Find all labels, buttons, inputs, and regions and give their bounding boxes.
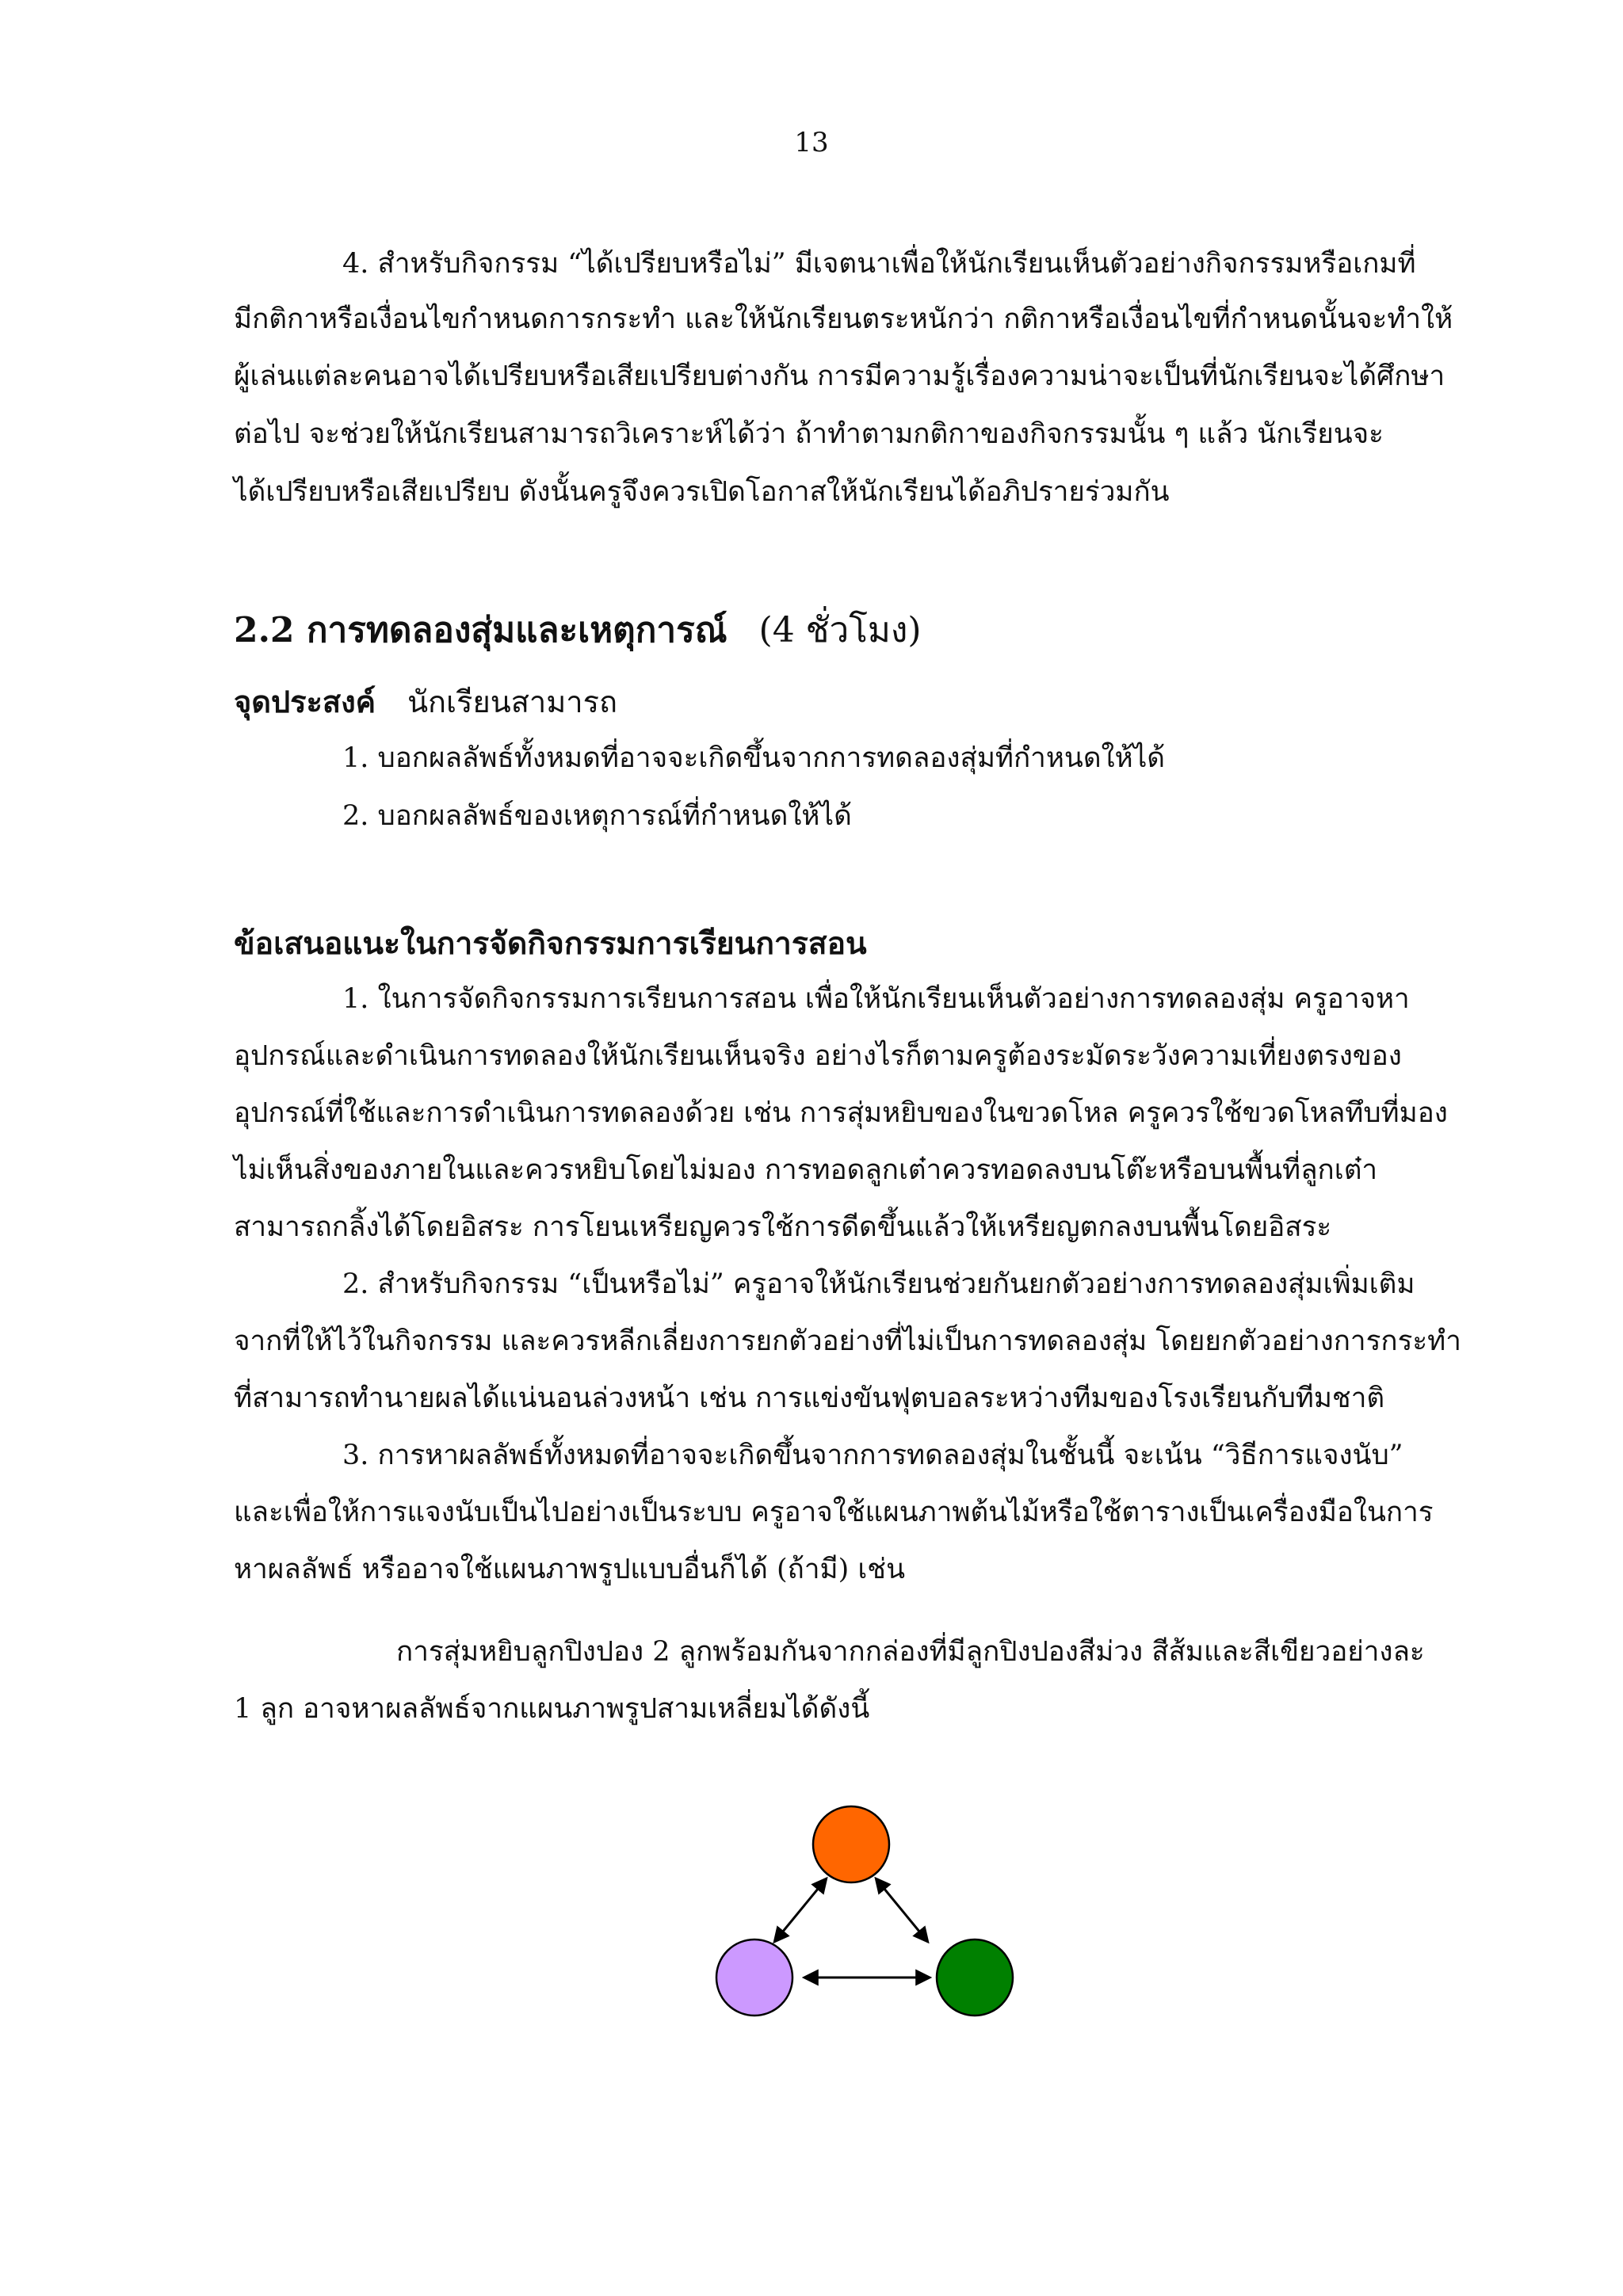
arrow-top-right (876, 1879, 927, 1941)
section-title (234, 602, 922, 658)
note4-line-2: มีกติกาหรือเงื่อนไขกำหนดการกระทำ และให้นักเรียนตระหนักว่า กติกาหรือเงื่อนไขที่กำหนดนั้นจะทำให้ (234, 303, 1453, 335)
suggestion-line-12: การสุ่มหยิบลูกปิงปอง 2 ลูกพร้อมกันจากกล่องที่มีลูกปิงปองสีม่วง สีส้มและสีเขียวอย่างละ (396, 1636, 1425, 1668)
purple-ball (716, 1939, 792, 2016)
note4-line-3: ผู้เล่นแต่ละคนอาจได้เปรียบหรือเสียเปรียบต่างกัน การมีความรู้เรื่องความน่าจะเป็นที่นักเรียนจะได้ศึกษา (234, 360, 1445, 392)
arrow-top-left (775, 1879, 826, 1941)
suggestion-line-13: 1 ลูก อาจหาผลลัพธ์จากแผนภาพรูปสามเหลี่ยมได้ดังนี้ (234, 1693, 870, 1725)
suggestion-line-8: ที่สามารถทำนายผลได้แน่นอนล่วงหน้า เช่น การแข่งขันฟุตบอลระหว่างทีมของโรงเรียนกับทีมชาติ (234, 1383, 1385, 1414)
triangle-diagram (713, 1783, 1030, 2036)
section-hours: (4 ชั่วโมง) (758, 610, 922, 650)
suggestion-line-11: หาผลลัพธ์ หรืออาจใช้แผนภาพรูปแบบอื่นก็ได้ (ถ้ามี) เช่น (234, 1554, 905, 1585)
page-number: 13 (794, 127, 829, 158)
purpose-item-2: 2. บอกผลลัพธ์ของเหตุการณ์ที่กำหนดให้ได้ (342, 800, 852, 832)
section-number-title: 2.2 การทดลองสุ่มและเหตุการณ์ (234, 610, 727, 650)
green-ball (937, 1939, 1013, 2016)
suggestion-line-9: 3. การหาผลลัพธ์ทั้งหมดที่อาจจะเกิดขึ้นจากการทดลองสุ่มในชั้นนี้ จะเน้น “วิธีการแจงนับ” (342, 1440, 1403, 1471)
note4-line-5: ได้เปรียบหรือเสียเปรียบ ดังนั้นครูจึงควรเปิดโอกาสให้นักเรียนได้อภิปรายร่วมกัน (234, 476, 1170, 508)
note4-line-1: 4. สำหรับกิจกรรม “ได้เปรียบหรือไม่” มีเจตนาเพื่อให้นักเรียนเห็นตัวอย่างกิจกรรมหรือเกมที่ (342, 248, 1416, 280)
suggestion-line-4: ไม่เห็นสิ่งของภายในและควรหยิบโดยไม่มอง การทอดลูกเต๋าควรทอดลงบนโต๊ะหรือบนพื้นที่ลูกเต๋า (234, 1154, 1378, 1186)
purpose-intro: นักเรียนสามารถ (407, 685, 618, 719)
suggestion-line-2: อุปกรณ์และดำเนินการทดลองให้นักเรียนเห็นจริง อย่างไรก็ตามครูต้องระมัดระวังความเที่ยงตรงของ (234, 1040, 1402, 1072)
suggestions-heading: ข้อเสนอแนะในการจัดกิจกรรมการเรียนการสอน (234, 925, 867, 962)
suggestion-line-5: สามารถกลิ้งได้โดยอิสระ การโยนเหรียญควรใช้การดีดขึ้นแล้วให้เหรียญตกลงบนพื้นโดยอิสระ (234, 1211, 1332, 1243)
suggestion-line-10: และเพื่อให้การแจงนับเป็นไปอย่างเป็นระบบ ครูอาจใช้แผนภาพต้นไม้หรือใช้ตารางเป็นเครื่องมือในการ (234, 1497, 1434, 1528)
purpose (234, 677, 617, 726)
purpose-label: จุดประสงค์ (234, 684, 376, 719)
suggestion-line-3: อุปกรณ์ที่ใช้และการดำเนินการทดลองด้วย เช่น การสุ่มหยิบของในขวดโหล ครูควรใช้ขวดโหลทึบที่มอง (234, 1097, 1448, 1129)
suggestion-line-6: 2. สำหรับกิจกรรม “เป็นหรือไม่” ครูอาจให้นักเรียนช่วยกันยกตัวอย่างการทดลองสุ่มเพิ่มเติม (342, 1268, 1415, 1300)
orange-ball (813, 1806, 889, 1882)
suggestion-line-7: จากที่ให้ไว้ในกิจกรรม และควรหลีกเลี่ยงการยกตัวอย่างที่ไม่เป็นการทดลองสุ่ม โดยยกตัวอย่างการกระทำ (234, 1325, 1461, 1357)
note4-line-4: ต่อไป จะช่วยให้นักเรียนสามารถวิเคราะห์ได้ว่า ถ้าทำตามกติกาของกิจกรรมนั้น ๆ แล้ว นักเรียนจะ (234, 418, 1384, 450)
purpose-item-1: 1. บอกผลลัพธ์ทั้งหมดที่อาจจะเกิดขึ้นจากการทดลองสุ่มที่กำหนดให้ได้ (342, 742, 1166, 774)
suggestion-line-1: 1. ในการจัดกิจกรรมการเรียนการสอน เพื่อให้นักเรียนเห็นตัวอย่างการทดลองสุ่ม ครูอาจหา (342, 983, 1410, 1015)
